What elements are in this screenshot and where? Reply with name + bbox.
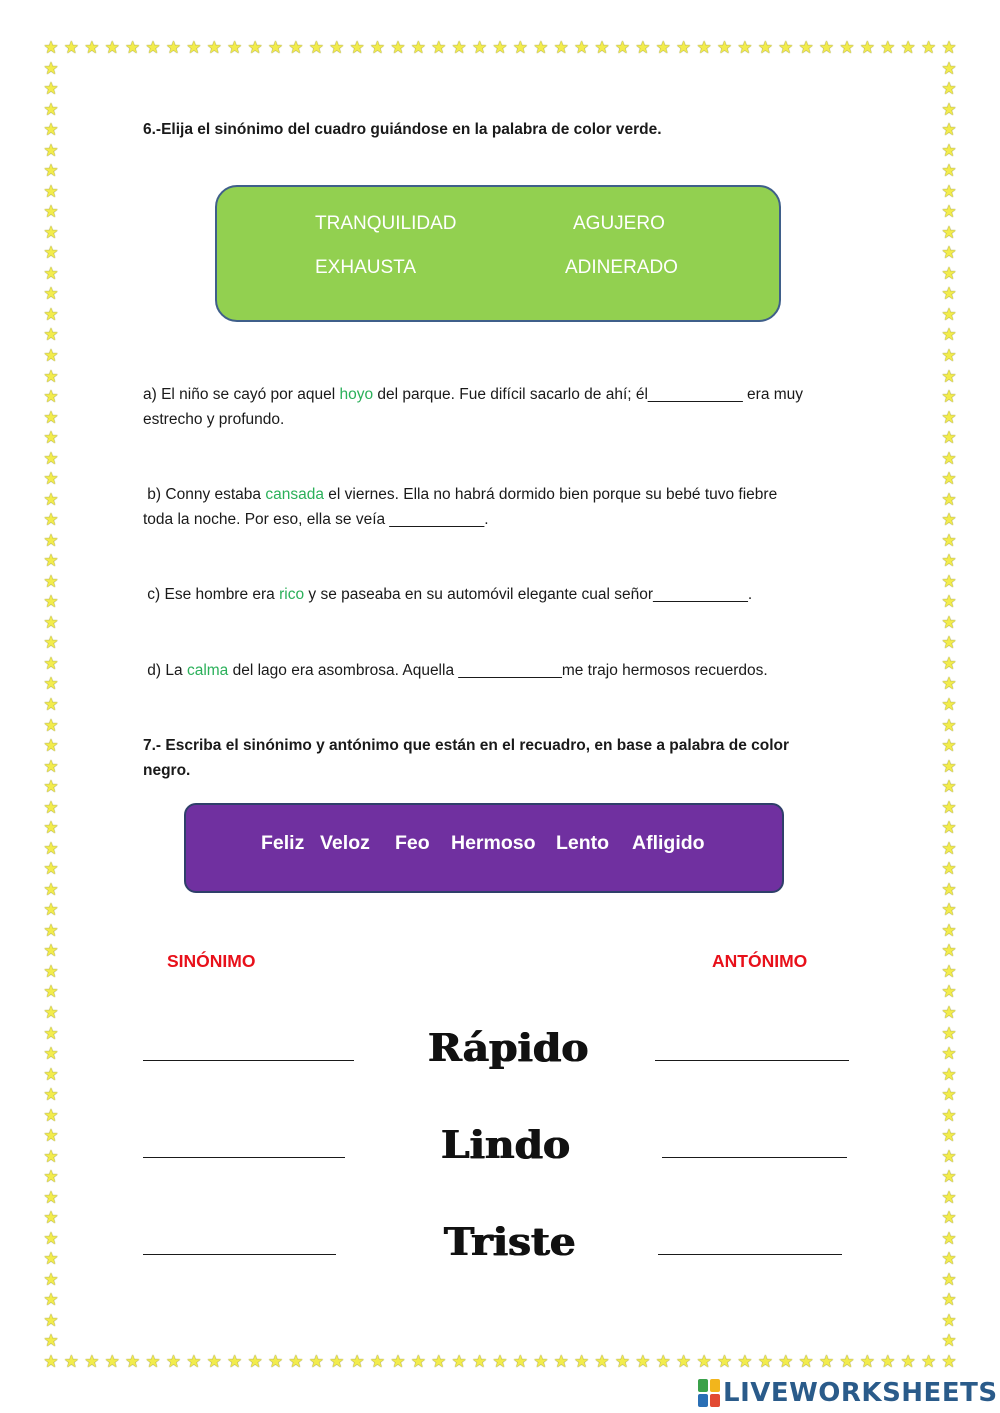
star-icon: ★ — [655, 1352, 671, 1372]
star-icon: ★ — [941, 58, 957, 79]
star-icon: ★ — [941, 1208, 957, 1229]
star-icon: ★ — [247, 38, 263, 58]
star-icon: ★ — [839, 38, 855, 58]
star-icon: ★ — [941, 530, 957, 551]
star-icon: ★ — [145, 38, 161, 58]
synonym-answer-line[interactable] — [143, 1254, 336, 1255]
bank-word: Lento — [556, 832, 610, 854]
star-icon: ★ — [941, 941, 957, 962]
star-icon: ★ — [941, 633, 957, 654]
star-icon: ★ — [43, 1105, 59, 1126]
star-icon: ★ — [390, 38, 406, 58]
star-icon: ★ — [533, 1352, 549, 1372]
star-icon: ★ — [492, 38, 508, 58]
star-icon: ★ — [43, 263, 59, 284]
star-icon: ★ — [941, 181, 957, 202]
star-icon: ★ — [941, 1352, 957, 1372]
star-icon: ★ — [43, 222, 59, 243]
star-icon: ★ — [941, 407, 957, 428]
star-icon: ★ — [43, 715, 59, 736]
star-icon: ★ — [512, 1352, 529, 1372]
star-icon: ★ — [757, 1352, 773, 1372]
star-icon: ★ — [676, 38, 692, 58]
star-icon: ★ — [267, 1352, 284, 1372]
star-icon: ★ — [614, 1352, 631, 1372]
star-icon: ★ — [676, 1352, 692, 1372]
star-icon: ★ — [737, 1352, 753, 1372]
star-icon: ★ — [43, 1208, 59, 1229]
star-icon: ★ — [941, 222, 957, 243]
antonym-answer-line[interactable] — [655, 1060, 849, 1061]
synonym-options-box — [215, 185, 781, 322]
star-icon: ★ — [125, 38, 141, 58]
star-icon: ★ — [941, 838, 957, 859]
star-icon: ★ — [941, 120, 957, 141]
star-icon: ★ — [941, 736, 957, 757]
item-text: del lago era asombrosa. Aquella ____________me trajo hermosos recuerdos. — [228, 662, 768, 679]
star-icon: ★ — [859, 1352, 875, 1372]
option-word: TRANQUILIDAD — [315, 213, 457, 234]
option-word: EXHAUSTA — [315, 257, 417, 278]
star-icon: ★ — [778, 38, 794, 58]
star-icon: ★ — [941, 263, 957, 284]
star-icon: ★ — [941, 818, 957, 839]
star-icon: ★ — [43, 448, 59, 469]
logo-text: LIVEWORKSHEETS — [723, 1378, 998, 1408]
star-icon: ★ — [104, 1352, 120, 1372]
star-icon: ★ — [920, 1352, 937, 1372]
star-icon: ★ — [512, 38, 529, 58]
star-icon: ★ — [247, 1352, 263, 1372]
star-icon: ★ — [43, 797, 59, 818]
star-icon: ★ — [941, 1331, 957, 1352]
star-icon: ★ — [941, 38, 957, 58]
star-icon: ★ — [267, 38, 284, 58]
star-icon: ★ — [43, 818, 59, 839]
star-icon: ★ — [43, 1249, 59, 1270]
star-icon: ★ — [308, 1352, 324, 1372]
star-icon: ★ — [941, 571, 957, 592]
star-icon: ★ — [349, 38, 365, 58]
star-icon: ★ — [941, 1167, 957, 1188]
star-icon: ★ — [43, 530, 59, 551]
star-icon: ★ — [471, 1352, 488, 1372]
synonym-header: SINÓNIMO — [167, 951, 256, 971]
star-icon: ★ — [635, 38, 651, 58]
star-icon: ★ — [43, 181, 59, 202]
item-text: estrecho y profundo. — [143, 411, 285, 428]
star-icon: ★ — [941, 1126, 957, 1147]
star-icon: ★ — [431, 38, 447, 58]
star-icon: ★ — [186, 38, 202, 58]
star-icon: ★ — [941, 1085, 957, 1106]
star-icon: ★ — [145, 1352, 161, 1372]
star-icon: ★ — [941, 715, 957, 736]
star-icon: ★ — [349, 1352, 365, 1372]
star-icon: ★ — [43, 674, 59, 695]
target-word: Lindo — [441, 1122, 571, 1167]
star-icon: ★ — [941, 592, 957, 613]
star-icon: ★ — [614, 38, 631, 58]
star-icon: ★ — [43, 920, 59, 941]
star-icon: ★ — [43, 407, 59, 428]
star-icon: ★ — [43, 243, 59, 264]
item-text: d) La — [143, 662, 187, 679]
star-icon: ★ — [941, 448, 957, 469]
star-icon: ★ — [43, 1064, 59, 1085]
star-icon: ★ — [43, 612, 59, 633]
star-icon: ★ — [288, 1352, 304, 1372]
star-icon: ★ — [941, 1002, 957, 1023]
section-7-title-line: negro. — [143, 762, 191, 779]
item-text: c) Ese hombre era — [143, 586, 280, 603]
star-icon: ★ — [43, 961, 59, 982]
target-word: Rápido — [428, 1025, 589, 1070]
star-icon: ★ — [941, 653, 957, 674]
star-icon: ★ — [941, 1310, 957, 1331]
key-word: hoyo — [339, 386, 374, 403]
synonym-answer-line[interactable] — [143, 1060, 354, 1061]
star-icon: ★ — [655, 38, 671, 58]
star-icon: ★ — [43, 1126, 59, 1147]
star-icon: ★ — [941, 387, 957, 408]
star-icon: ★ — [43, 1085, 59, 1106]
star-icon: ★ — [288, 38, 304, 58]
star-icon: ★ — [206, 38, 222, 58]
star-icon: ★ — [369, 1352, 386, 1372]
star-icon: ★ — [941, 1187, 957, 1208]
star-icon: ★ — [43, 510, 59, 531]
star-icon: ★ — [941, 1146, 957, 1167]
star-icon: ★ — [431, 1352, 447, 1372]
star-icon: ★ — [839, 1352, 855, 1372]
star-icon: ★ — [716, 1352, 733, 1372]
star-icon: ★ — [43, 345, 59, 366]
star-icon: ★ — [206, 1352, 222, 1372]
star-icon: ★ — [43, 202, 59, 223]
star-icon: ★ — [43, 428, 59, 449]
option-word: ADINERADO — [565, 257, 678, 278]
star-icon: ★ — [43, 1228, 59, 1249]
star-icon: ★ — [696, 38, 712, 58]
star-icon: ★ — [533, 38, 549, 58]
liveworksheets-logo — [698, 1377, 998, 1409]
star-icon: ★ — [941, 161, 957, 182]
star-icon: ★ — [390, 1352, 406, 1372]
star-icon: ★ — [574, 1352, 590, 1372]
star-icon: ★ — [941, 489, 957, 510]
star-icon: ★ — [43, 879, 59, 900]
star-icon: ★ — [900, 38, 916, 58]
star-icon: ★ — [43, 1044, 59, 1065]
star-icon: ★ — [43, 1002, 59, 1023]
star-icon: ★ — [941, 1064, 957, 1085]
antonym-answer-line[interactable] — [658, 1254, 842, 1255]
section-7-title — [143, 733, 843, 783]
star-icon: ★ — [410, 1352, 426, 1372]
section-6-title: 6.-Elija el sinónimo del cuadro guiándose en la palabra de color verde. — [143, 121, 662, 138]
star-icon: ★ — [43, 58, 59, 79]
star-icon: ★ — [574, 38, 590, 58]
star-icon: ★ — [165, 1352, 182, 1372]
star-icon: ★ — [43, 551, 59, 572]
star-icon: ★ — [492, 1352, 508, 1372]
key-word: cansada — [265, 486, 324, 503]
star-icon: ★ — [594, 1352, 610, 1372]
star-icon: ★ — [941, 961, 957, 982]
star-icon: ★ — [369, 38, 386, 58]
star-icon: ★ — [227, 1352, 243, 1372]
bank-word: Hermoso — [451, 832, 536, 854]
star-icon: ★ — [43, 79, 59, 100]
star-icon: ★ — [941, 325, 957, 346]
star-icon: ★ — [798, 1352, 814, 1372]
section-7-title-line: 7.- Escriba el sinónimo y antónimo que están en el recuadro, en base a palabra de color — [143, 737, 790, 754]
antonym-answer-line[interactable] — [662, 1157, 847, 1158]
star-icon: ★ — [84, 1352, 100, 1372]
star-icon: ★ — [941, 1228, 957, 1249]
star-icon: ★ — [43, 592, 59, 613]
star-icon: ★ — [43, 736, 59, 757]
star-icon: ★ — [43, 838, 59, 859]
star-icon: ★ — [43, 982, 59, 1003]
star-icon: ★ — [941, 140, 957, 161]
star-icon: ★ — [186, 1352, 202, 1372]
star-icon: ★ — [941, 345, 957, 366]
star-icon: ★ — [941, 612, 957, 633]
star-icon: ★ — [43, 1290, 59, 1311]
star-icon: ★ — [43, 387, 59, 408]
star-icon: ★ — [227, 38, 243, 58]
star-icon: ★ — [84, 38, 100, 58]
bank-word: Afligido — [632, 832, 705, 854]
star-icon: ★ — [165, 38, 182, 58]
star-icon: ★ — [451, 38, 467, 58]
star-icon: ★ — [43, 859, 59, 880]
star-icon: ★ — [818, 1352, 835, 1372]
star-icon: ★ — [778, 1352, 794, 1372]
option-word: AGUJERO — [573, 213, 665, 234]
word-bank-box — [184, 803, 784, 893]
star-icon: ★ — [941, 510, 957, 531]
star-icon: ★ — [594, 38, 610, 58]
star-icon: ★ — [941, 674, 957, 695]
item-b — [143, 482, 863, 532]
star-icon: ★ — [941, 366, 957, 387]
star-icon: ★ — [43, 756, 59, 777]
star-icon: ★ — [43, 1187, 59, 1208]
star-icon: ★ — [798, 38, 814, 58]
star-icon: ★ — [104, 38, 120, 58]
liveworksheets-logo-icon — [698, 1379, 720, 1407]
star-icon: ★ — [920, 38, 937, 58]
star-icon: ★ — [941, 202, 957, 223]
star-icon: ★ — [43, 1023, 59, 1044]
bank-word: Veloz — [320, 832, 370, 854]
star-icon: ★ — [308, 38, 324, 58]
star-icon: ★ — [757, 38, 773, 58]
star-icon: ★ — [941, 1023, 957, 1044]
star-icon: ★ — [43, 161, 59, 182]
star-icon: ★ — [880, 38, 896, 58]
star-icon: ★ — [43, 1146, 59, 1167]
star-icon: ★ — [43, 633, 59, 654]
star-icon: ★ — [635, 1352, 651, 1372]
star-icon: ★ — [43, 284, 59, 305]
star-icon: ★ — [43, 325, 59, 346]
star-icon: ★ — [941, 982, 957, 1003]
item-text: a) El niño se cayó por aquel — [143, 386, 340, 403]
star-icon: ★ — [125, 1352, 141, 1372]
star-icon: ★ — [941, 859, 957, 880]
target-word: Triste — [444, 1219, 576, 1264]
star-icon: ★ — [941, 756, 957, 777]
star-icon: ★ — [941, 1249, 957, 1270]
star-icon: ★ — [43, 1331, 59, 1352]
star-icon: ★ — [553, 1352, 569, 1372]
star-icon: ★ — [941, 79, 957, 100]
star-icon: ★ — [43, 366, 59, 387]
star-icon: ★ — [941, 551, 957, 572]
star-icon: ★ — [818, 38, 835, 58]
star-icon: ★ — [941, 284, 957, 305]
star-icon: ★ — [43, 1310, 59, 1331]
star-icon: ★ — [43, 653, 59, 674]
star-icon: ★ — [43, 120, 59, 141]
star-icon: ★ — [43, 469, 59, 490]
star-icon: ★ — [553, 38, 569, 58]
star-icon: ★ — [941, 1044, 957, 1065]
key-word: calma — [186, 662, 229, 679]
item-text: b) Conny estaba — [143, 486, 266, 503]
star-icon: ★ — [941, 1269, 957, 1290]
star-icon: ★ — [451, 1352, 467, 1372]
star-icon: ★ — [43, 99, 59, 120]
star-icon: ★ — [941, 777, 957, 798]
star-icon: ★ — [941, 469, 957, 490]
star-icon: ★ — [737, 38, 753, 58]
star-icon: ★ — [410, 38, 426, 58]
star-icon: ★ — [329, 1352, 345, 1372]
star-icon: ★ — [43, 1269, 59, 1290]
star-icon: ★ — [941, 99, 957, 120]
star-icon: ★ — [471, 38, 488, 58]
star-icon: ★ — [941, 797, 957, 818]
star-icon: ★ — [43, 777, 59, 798]
star-icon: ★ — [941, 304, 957, 325]
star-icon: ★ — [941, 695, 957, 715]
item-d — [143, 658, 863, 683]
antonym-header: ANTÓNIMO — [712, 951, 808, 971]
star-icon: ★ — [941, 243, 957, 264]
star-icon: ★ — [329, 38, 345, 58]
star-icon: ★ — [43, 571, 59, 592]
bank-word: Feliz — [261, 832, 305, 854]
star-icon: ★ — [941, 428, 957, 449]
star-icon: ★ — [941, 879, 957, 900]
key-word: rico — [279, 586, 305, 603]
item-text: toda la noche. Por eso, ella se veía ___________. — [143, 511, 489, 528]
star-icon: ★ — [43, 38, 59, 58]
star-icon: ★ — [716, 38, 733, 58]
star-icon: ★ — [43, 1167, 59, 1188]
star-icon: ★ — [880, 1352, 896, 1372]
star-icon: ★ — [43, 900, 59, 921]
star-icon: ★ — [43, 941, 59, 962]
star-icon: ★ — [859, 38, 875, 58]
bank-word: Feo — [395, 832, 430, 854]
item-c — [143, 582, 863, 607]
item-a — [143, 382, 863, 432]
star-icon: ★ — [696, 1352, 712, 1372]
star-icon: ★ — [43, 489, 59, 510]
star-icon: ★ — [43, 695, 59, 715]
star-icon: ★ — [63, 38, 80, 58]
star-icon: ★ — [941, 1290, 957, 1311]
star-icon: ★ — [43, 140, 59, 161]
item-text: y se paseaba en su automóvil elegante cual señor___________. — [304, 586, 753, 603]
synonym-answer-line[interactable] — [143, 1157, 345, 1158]
star-icon: ★ — [941, 920, 957, 941]
item-text: el viernes. Ella no habrá dormido bien porque su bebé tuvo fiebre — [323, 486, 778, 503]
star-icon: ★ — [941, 900, 957, 921]
star-icon: ★ — [43, 1352, 59, 1372]
star-icon: ★ — [43, 304, 59, 325]
star-icon: ★ — [900, 1352, 916, 1372]
star-icon: ★ — [63, 1352, 80, 1372]
star-icon: ★ — [941, 1105, 957, 1126]
item-text: del parque. Fue difícil sacarlo de ahí; él___________ era muy — [373, 386, 804, 403]
